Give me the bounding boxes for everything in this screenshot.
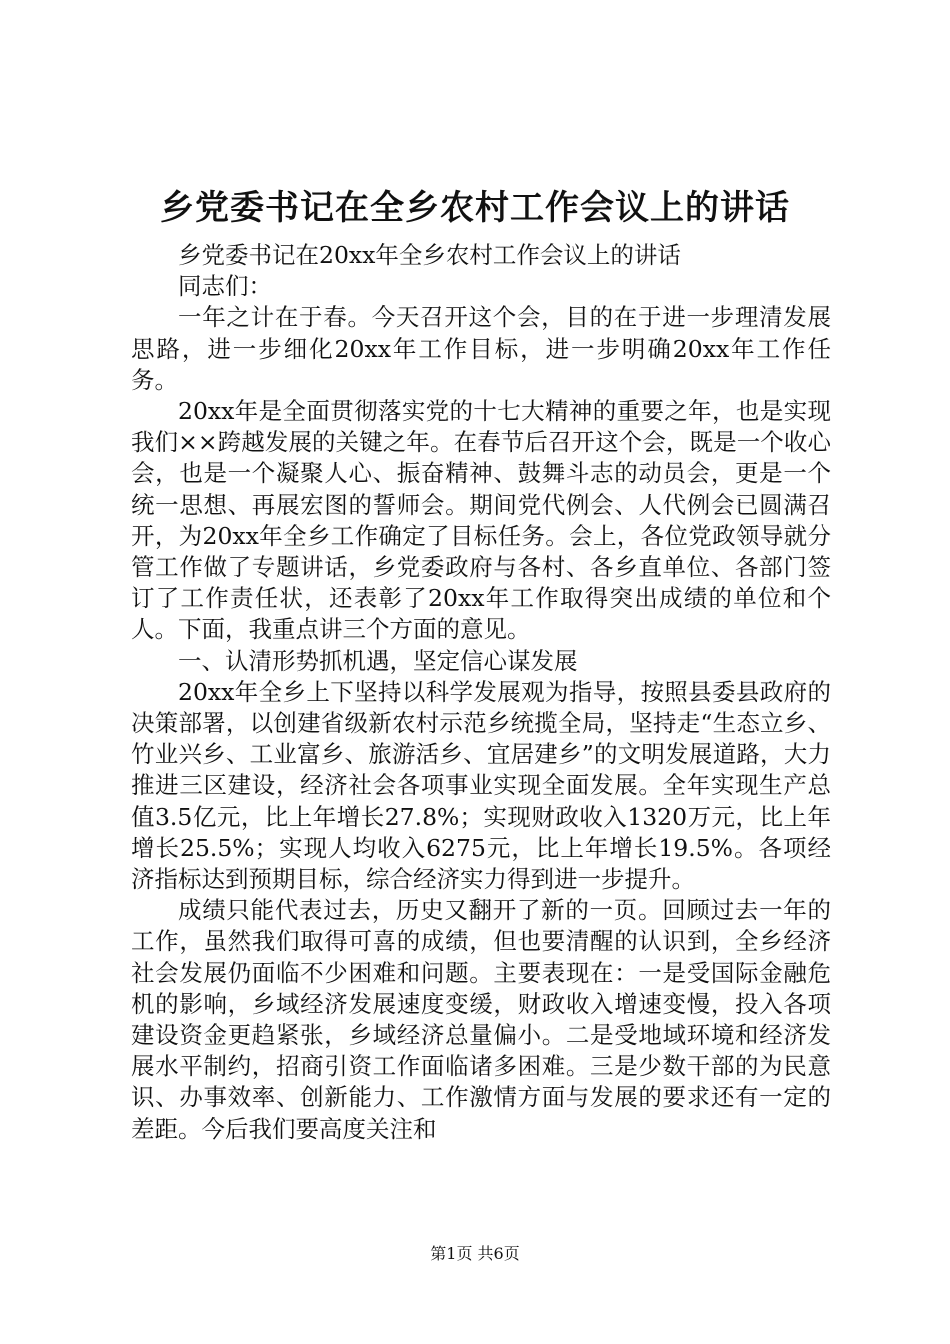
paragraph-subtitle: 乡党委书记在20xx年全乡农村工作会议上的讲话 (178, 241, 681, 269)
document-body (131, 240, 831, 1145)
paragraph: 一年之计在于春。今天召开这个会，目的在于进一步理清发展思路，进一步细化20xx年工作目标，进一步明确20xx年工作任务。 (131, 303, 831, 394)
paragraph: 20xx年是全面贯彻落实党的十七大精神的重要之年，也是实现我们××跨越发展的关键之年。在春节后召开这个会，既是一个收心会，也是一个凝聚人心、振奋精神、鼓舞斗志的动员会，更是一个统一思想、再展宏图的誓师会。期间党代例会、人代例会已圆满召开，为20xx年全乡工作确定了目标任务。会上，各位党政领导就分管工作做了专题讲话，乡党委政府与各村、各乡直单位、各部门签订了工作责任状，还表彰了20xx年工作取得突出成绩的单位和个人。下面，我重点讲三个方面的意见。 (131, 397, 831, 644)
paragraph: 成绩只能代表过去，历史又翻开了新的一页。回顾过去一年的工作，虽然我们取得可喜的成绩，但也要清醒的认识到，全乡经济社会发展仍面临不少困难和问题。主要表现在：一是受国际金融危机的影响，乡域经济发展速度变缓，财政收入增速变慢，投入各项建设资金更趋紧张，乡域经济总量偏小。二是受地域环境和经济发展水平制约，招商引资工作面临诸多困难。三是少数干部的为民意识、办事效率、创新能力、工作激情方面与发展的要求还有一定的差距。今后我们要高度关注和 (131, 896, 831, 1143)
page-footer: 第1页 共6页 (430, 1244, 520, 1263)
paragraph-salutation: 同志们： (178, 272, 272, 301)
section-heading: 一、认清形势抓机遇，坚定信心谋发展 (178, 646, 578, 675)
document-title: 乡党委书记在全乡农村工作会议上的讲话 (160, 188, 790, 228)
paragraph: 20xx年全乡上下坚持以科学发展观为指导，按照县委县政府的决策部署，以创建省级新农村示范乡统揽全局，坚持走“生态立乡、竹业兴乡、工业富乡、旅游活乡、宜居建乡”的文明发展道路，大力推进三区建设，经济社会各项事业实现全面发展。全年实现生产总值3.5亿元，比上年增长27.8%；实现财政收入1320万元，比上年增长25.5%；实现人均收入6275元，比上年增长19.5%。各项经济指标达到预期目标，综合经济实力得到进一步提升。 (131, 677, 831, 894)
